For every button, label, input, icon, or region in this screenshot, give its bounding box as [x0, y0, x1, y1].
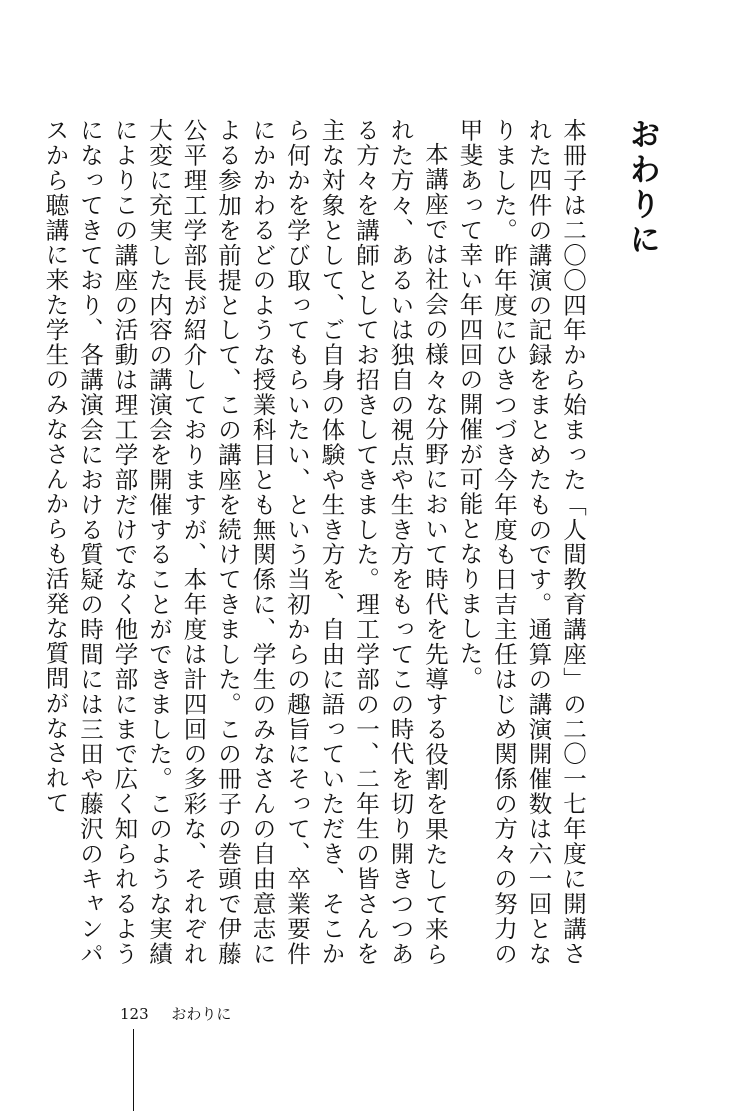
paragraph-1: 本冊子は二〇〇四年から始まった「人間教育講座」の二〇一七年度に開講された四件の講演の記録をまとめたものです。通算の講演開催数は六一回となりました。昨年度にひきつづき今年度も日吉主任はじめ関係の方々の努力の甲斐あって幸い年四回の開催が可能となりました。	[455, 118, 587, 966]
page-footer	[120, 1003, 231, 1025]
running-head: おわりに	[171, 1005, 232, 1023]
page-number: 123	[120, 1005, 149, 1023]
paragraph-2: 本講座では社会の様々な分野において時代を先導する役割を果たして来られた方々、あるいは独自の視点や生き方をもってこの時代を切り開きつつある方々を講師としてお招きしてきました。理工学部の一、二年生の皆さんを主な対象として、ご自身の体験や生き方を、自由に語っていただき、そこから何かを学び取ってもらいたい、という当初からの趣旨にそって、卒業要件にかかわるどのような授業科目とも無関係に、学生のみなさんの自由意志による参加を前提として、この講座を続けてきました。この冊子の巻頭で伊藤公平理工学部長が紹介しておりますが、本年度は計四回の多彩な、それぞれ大変に充実した内容の講演会を開催することができました。このような実績によりこの講座の活動は理工学部だけでなく他学部にまで広く知られるようになってきており、各講演会における質疑の時間には三田や藤沢のキャンパスから聴講に来た学生のみなさんからも活発な質問がなされて	[41, 118, 449, 966]
page-title: おわりに	[623, 118, 660, 258]
margin-rule	[133, 1029, 134, 1111]
body-text	[41, 118, 590, 966]
